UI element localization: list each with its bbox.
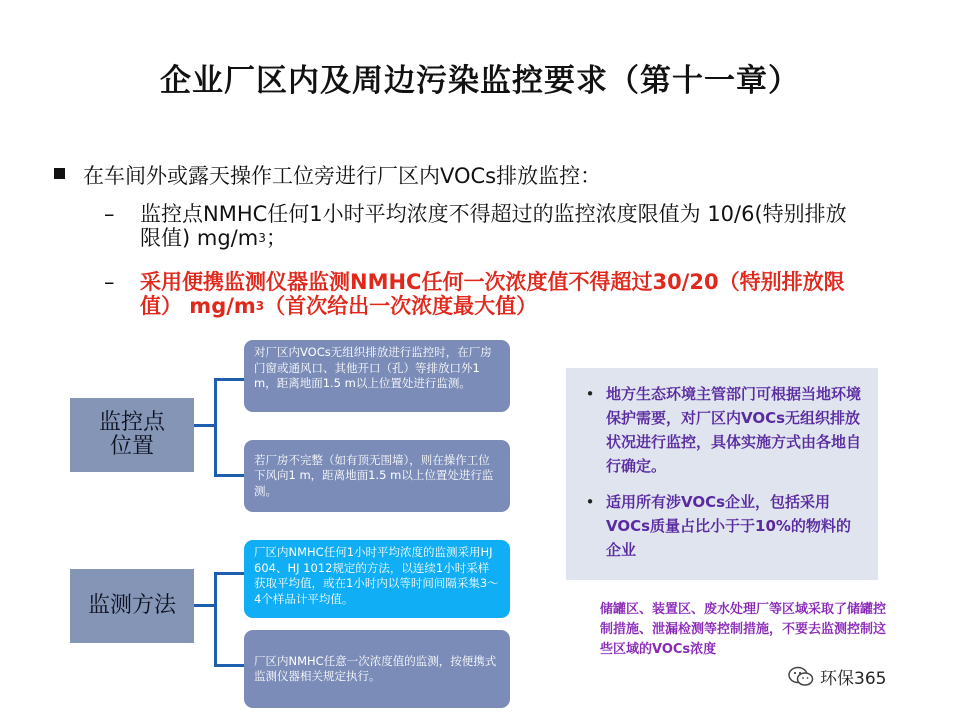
slide-title: 企业厂区内及周边污染监控要求（第十一章） bbox=[160, 63, 800, 99]
category-monitoring-method bbox=[70, 569, 194, 643]
superscript: 3 bbox=[258, 231, 266, 245]
square-bullet-icon bbox=[54, 168, 65, 179]
connector-line bbox=[214, 664, 244, 667]
sub-bullet-2-end: （首次给出一次浓度最大值） bbox=[264, 294, 538, 318]
dash-marker: – bbox=[104, 270, 115, 294]
bullet-dot-icon: • bbox=[585, 385, 595, 403]
sub-bullet-1-end: ； bbox=[265, 226, 287, 250]
connector-line bbox=[214, 474, 244, 477]
connector-line bbox=[214, 572, 217, 666]
note-item: • 适用所有涉VOCs企业，包括采用VOCs质量占比小于于10%的物料的企业 bbox=[574, 490, 864, 562]
category-label: 监测方法 bbox=[87, 593, 176, 618]
connector-line bbox=[214, 378, 244, 381]
superscript: 3 bbox=[255, 299, 265, 313]
dash-marker: – bbox=[104, 202, 115, 226]
note-panel bbox=[566, 368, 878, 580]
wechat-icon bbox=[788, 666, 814, 688]
location-detail-box-2: 若厂房不完整（如有顶无围墙），则在操作工位下风向1 m，距离地面1.5 m以上位置处进行监测。 bbox=[244, 440, 510, 512]
location-detail-box-1: 对厂区内VOCs无组织排放进行监控时，在厂房门窗或通风口、其他开口（孔）等排放口外1 m，距离地面1.5 m以上位置处进行监测。 bbox=[244, 340, 510, 412]
sub-bullet-1-text: 监控点NMHC任何1小时平均浓度不得超过的监控浓度限值为 10/6(特别排放限值) mg/m bbox=[140, 202, 847, 250]
sub-bullet-1 bbox=[104, 202, 864, 250]
connector-line bbox=[214, 572, 244, 575]
connector-line bbox=[214, 378, 217, 476]
sub-bullet-2-text: 采用便携监测仪器监测NMHC任何一次浓度值不得超过30/20（特别排放限值） mg/m bbox=[140, 270, 845, 318]
purple-annotation: 储罐区、装置区、废水处理厂等区域采取了储罐控制措施、泄漏检测等控制措施，不要去监测控制这些区域的VOCs浓度 bbox=[600, 602, 887, 657]
brand-watermark bbox=[788, 664, 886, 689]
connector-line bbox=[194, 604, 216, 607]
category-monitoring-location bbox=[70, 398, 194, 472]
brand-text: 环保365 bbox=[820, 669, 887, 689]
category-label: 监控点位置 bbox=[98, 410, 165, 459]
method-detail-box-1: 厂区内NMHC任何1小时平均浓度的监测采用HJ 604、HJ 1012规定的方法，以连续1小时采样获取平均值，或在1小时内以等时间间隔采集3～4个样品计平均值。 bbox=[244, 540, 510, 618]
note-item: • 地方生态环境主管部门可根据当地环境保护需要，对厂区内VOCs无组织排放状况进行监控，具体实施方式由各地自行确定。 bbox=[574, 382, 864, 478]
main-bullet bbox=[52, 160, 601, 190]
method-detail-box-2: 厂区内NMHC任意一次浓度值的监测，按便携式监测仪器相关规定执行。 bbox=[244, 630, 510, 708]
bullet-dot-icon: • bbox=[585, 493, 595, 511]
main-bullet-text: 在车间外或露天操作工位旁进行厂区内VOCs排放监控： bbox=[83, 164, 602, 188]
connector-line bbox=[194, 424, 216, 427]
sub-bullet-2 bbox=[104, 270, 864, 318]
